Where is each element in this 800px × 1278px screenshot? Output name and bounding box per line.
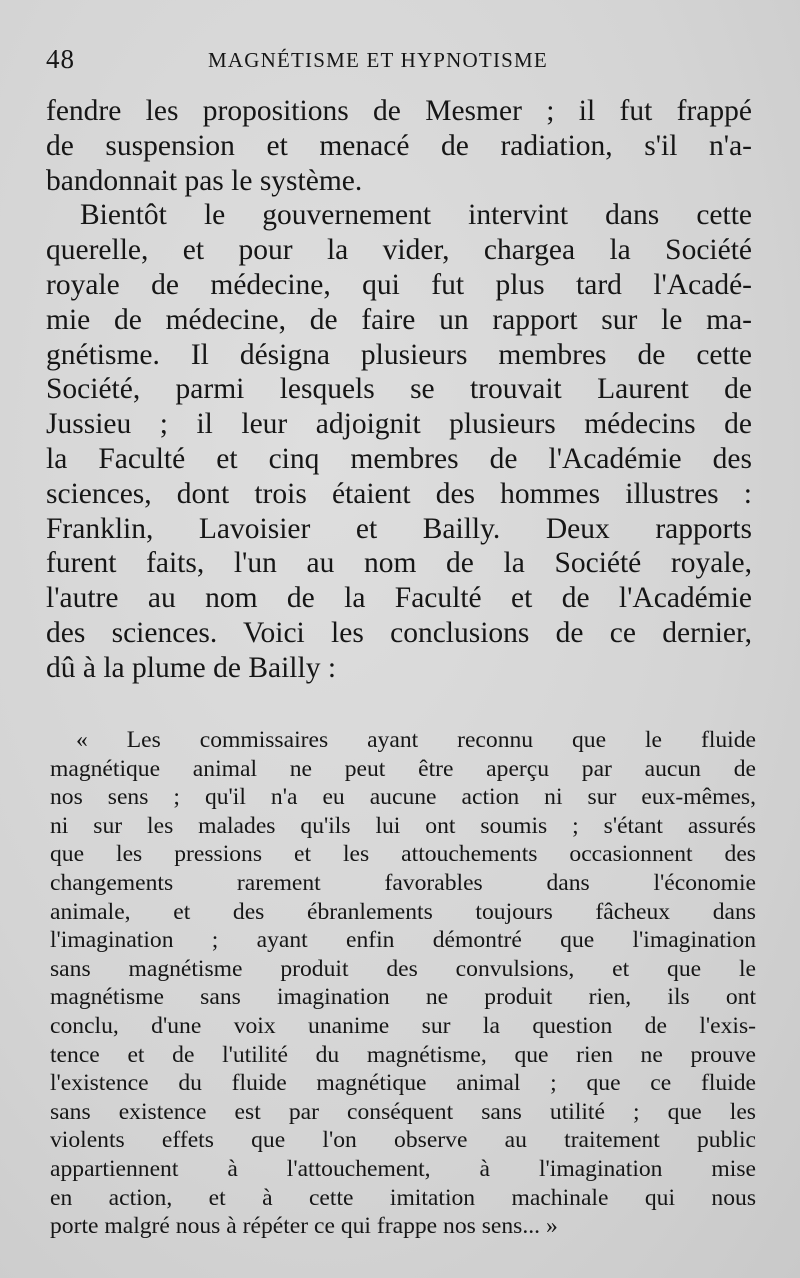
body-line: Bientôt le gouvernement intervint dans cette bbox=[80, 199, 752, 232]
quote-line: l'imagination ; ayant enfin démontré que l'imagination bbox=[50, 927, 756, 954]
body-line: des sciences. Voici les conclusions de ce dernier, bbox=[46, 616, 752, 649]
quote-line: tence et de l'utilité du magnétisme, que rien ne prouve bbox=[50, 1041, 756, 1068]
quote-line: porte malgré nous à répéter ce qui frappe nos sens... » bbox=[50, 1213, 558, 1240]
body-line: fendre les propositions de Mesmer ; il fut frappé bbox=[46, 95, 752, 127]
quote-line: sans existence est par conséquent sans utilité ; que les bbox=[50, 1098, 756, 1125]
quote-line: magnétique animal ne peut être aperçu par aucun de bbox=[50, 755, 756, 782]
body-line: de suspension et menacé de radiation, s'il n'a- bbox=[46, 129, 752, 162]
body-line: querelle, et pour la vider, chargea la Société bbox=[46, 234, 752, 267]
body-line: gnétisme. Il désigna plusieurs membres de cette bbox=[46, 338, 752, 371]
body-line: furent faits, l'un au nom de la Société royale, bbox=[46, 547, 752, 580]
quote-line: l'existence du fluide magnétique animal ; que ce fluide bbox=[50, 1070, 756, 1097]
body-line: dû à la plume de Bailly : bbox=[46, 651, 337, 684]
page-header bbox=[46, 44, 756, 78]
body-line: royale de médecine, qui fut plus tard l'Acadé- bbox=[46, 268, 752, 301]
quote-line: en action, et à cette imitation machinale qui nous bbox=[50, 1184, 756, 1211]
page-number: 48 bbox=[46, 44, 75, 74]
quote-line: violents effets que l'on observe au traitement public bbox=[50, 1127, 756, 1154]
quote-line: appartiennent à l'attouchement, à l'imagination mise bbox=[50, 1155, 756, 1182]
quote-line: animale, et des ébranlements toujours fâcheux dans bbox=[50, 898, 756, 925]
quote-line: magnétisme sans imagination ne produit rien, ils ont bbox=[50, 984, 756, 1011]
body-paragraphs bbox=[46, 94, 752, 686]
body-line: Franklin, Lavoisier et Bailly. Deux rapports bbox=[46, 512, 752, 545]
body-line: sciences, dont trois étaient des hommes illustres : bbox=[46, 477, 752, 510]
body-line: Jussieu ; il leur adjoignit plusieurs médecins de bbox=[46, 408, 752, 441]
quote-line: sans magnétisme produit des convulsions, et que le bbox=[50, 955, 756, 982]
quote-line: ni sur les malades qu'ils lui ont soumis ; s'étant assurés bbox=[50, 812, 756, 839]
body-line: mie de médecine, de faire un rapport sur le ma- bbox=[46, 303, 752, 336]
body-line: l'autre au nom de la Faculté et de l'Académie bbox=[46, 582, 752, 615]
quote-line: « Les commissaires ayant reconnu que le fluide bbox=[76, 727, 756, 753]
body-line: Société, parmi lesquels se trouvait Laurent de bbox=[46, 373, 752, 406]
block-quote bbox=[50, 726, 756, 1241]
quote-line: que les pressions et les attouchements occasionnent des bbox=[50, 841, 756, 868]
body-line: bandonnait pas le système. bbox=[46, 164, 363, 197]
quote-line: changements rarement favorables dans l'économie bbox=[50, 869, 756, 896]
quote-line: conclu, d'une voix unanime sur la question de l'exis- bbox=[50, 1012, 756, 1039]
quote-line: nos sens ; qu'il n'a eu aucune action ni sur eux-mêmes, bbox=[50, 784, 756, 811]
body-line: la Faculté et cinq membres de l'Académie des bbox=[46, 442, 752, 475]
running-title: MAGNÉTISME ET HYPNOTISME bbox=[208, 48, 548, 72]
